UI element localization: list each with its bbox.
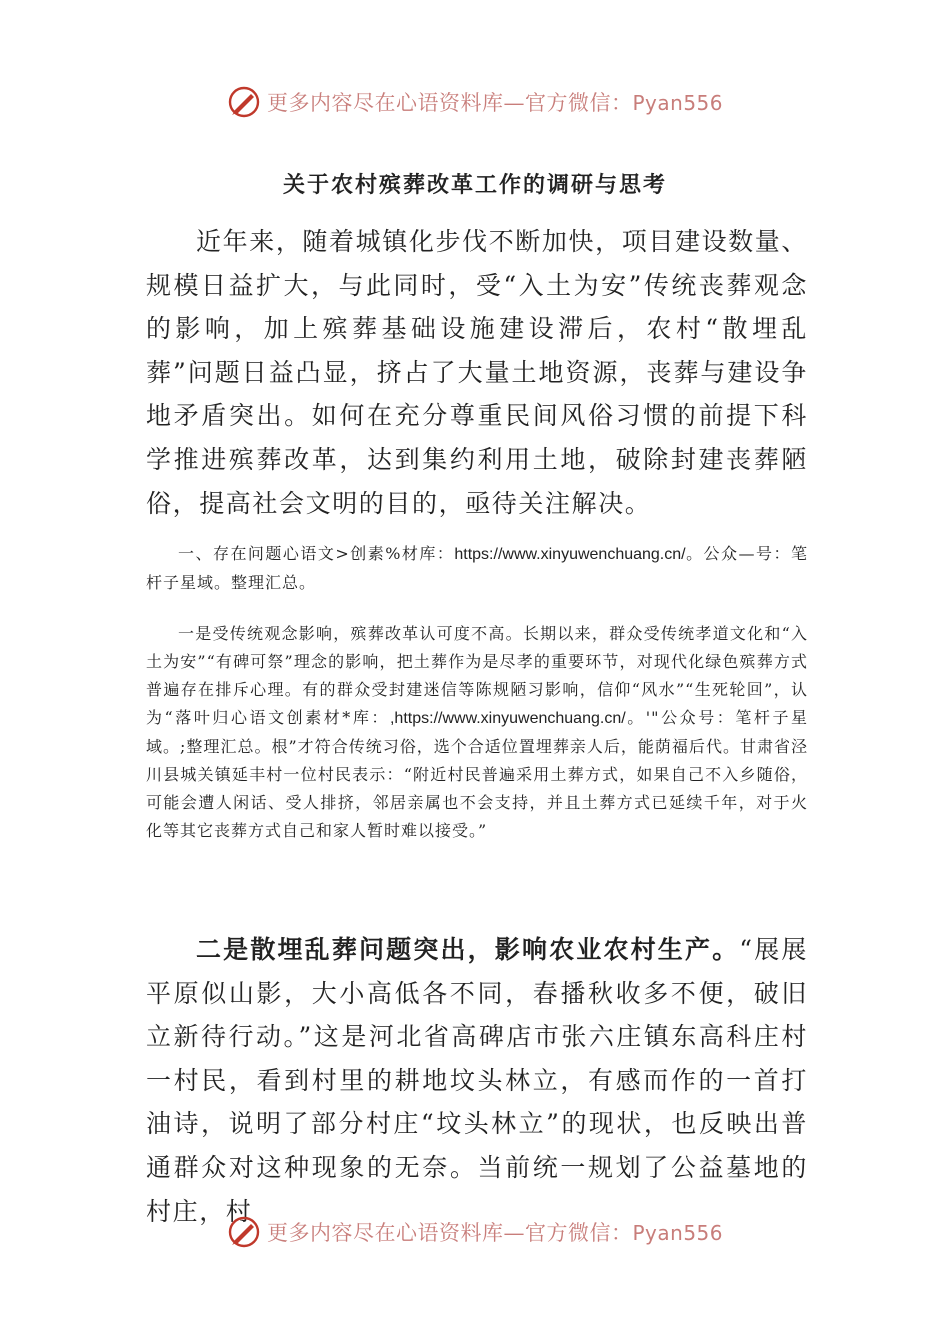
banner-wechat-id: Pyan556: [632, 1221, 723, 1245]
section-url[interactable]: https://www.xinyuwenchuang.cn/: [454, 546, 686, 563]
point-two-heading: 二是散埋乱葬问题突出，影响农业农村生产。: [196, 935, 740, 964]
point-two-paragraph: [146, 928, 808, 1233]
point-one-url[interactable]: ,https://www.xinyuwenchuang.cn/: [389, 710, 626, 727]
banner-wechat-id: Pyan556: [632, 91, 723, 115]
point-two-body: “展展平原似山影，大小高低各不同，春播秋收多不便，破旧立新待行动。”这是河北省高碑店市张六庄镇东高科庄村一村民，看到村里的耕地坟头林立，有感而作的一首打油诗，说明了部分村庄“坟头林立”的现状，也反映出普通群众对这种现象的无奈。当前统一规划了公益墓地的村庄，村: [146, 935, 808, 1226]
footer-banner: [0, 1212, 950, 1252]
header-banner: [0, 82, 950, 122]
pen-logo-icon: [227, 1215, 261, 1249]
banner-text: 更多内容尽在心语资料库—官方微信：Pyan556: [266, 91, 723, 115]
banner-text: 更多内容尽在心语资料库—官方微信：Pyan556: [266, 1221, 723, 1245]
intro-paragraph: 近年来，随着城镇化步伐不断加快，项目建设数量、规模日益扩大，与此同时，受“入土为安”传统丧葬观念的影响，加上殡葬基础设施建设滞后，农村“散埋乱葬”问题日益凸显，挤占了大量土地资源，丧葬与建设争地矛盾突出。如何在充分尊重民间风俗习惯的前提下科学推进殡葬改革，达到集约利用土地，破除封建丧葬陋俗，提高社会文明的目的，亟待关注解决。: [146, 227, 808, 518]
section-heading-problems: 一、存在问题心语文>创素%材库：https://www.xinyuwenchuang.cn/。公众—号：笔杆子星域。整理汇总。: [146, 544, 808, 592]
document-title: 关于农村殡葬改革工作的调研与思考: [282, 172, 667, 198]
point-one-paragraph: 一是受传统观念影响，殡葬改革认可度不高。长期以来，群众受传统孝道文化和“入土为安”“有碑可祭”理念的影响，把土葬作为是尽孝的重要环节，对现代化绿色殡葬方式普遍存在排斥心理。有的群众受封建迷信等陈规陋习影响，信仰“风水”“生死轮回”，认为“落叶归心语文创素材*库：,https://www.xinyuwenchuang.cn/。'"公众号：笔杆子星域。;整理汇总。根”才符合传统习俗，选个合适位置埋葬亲人后，能荫福后代。甘肃省泾川县城关镇延丰村一位村民表示：“附近村民普遍采用土葬方式，如果自己不入乡随俗，可能会遭人闲话、受人排挤，邻居亲属也不会支持，并且土葬方式已延续千年，对于火化等其它丧葬方式自己和家人暂时难以接受。”: [146, 624, 808, 840]
pen-logo-icon: [227, 85, 261, 119]
